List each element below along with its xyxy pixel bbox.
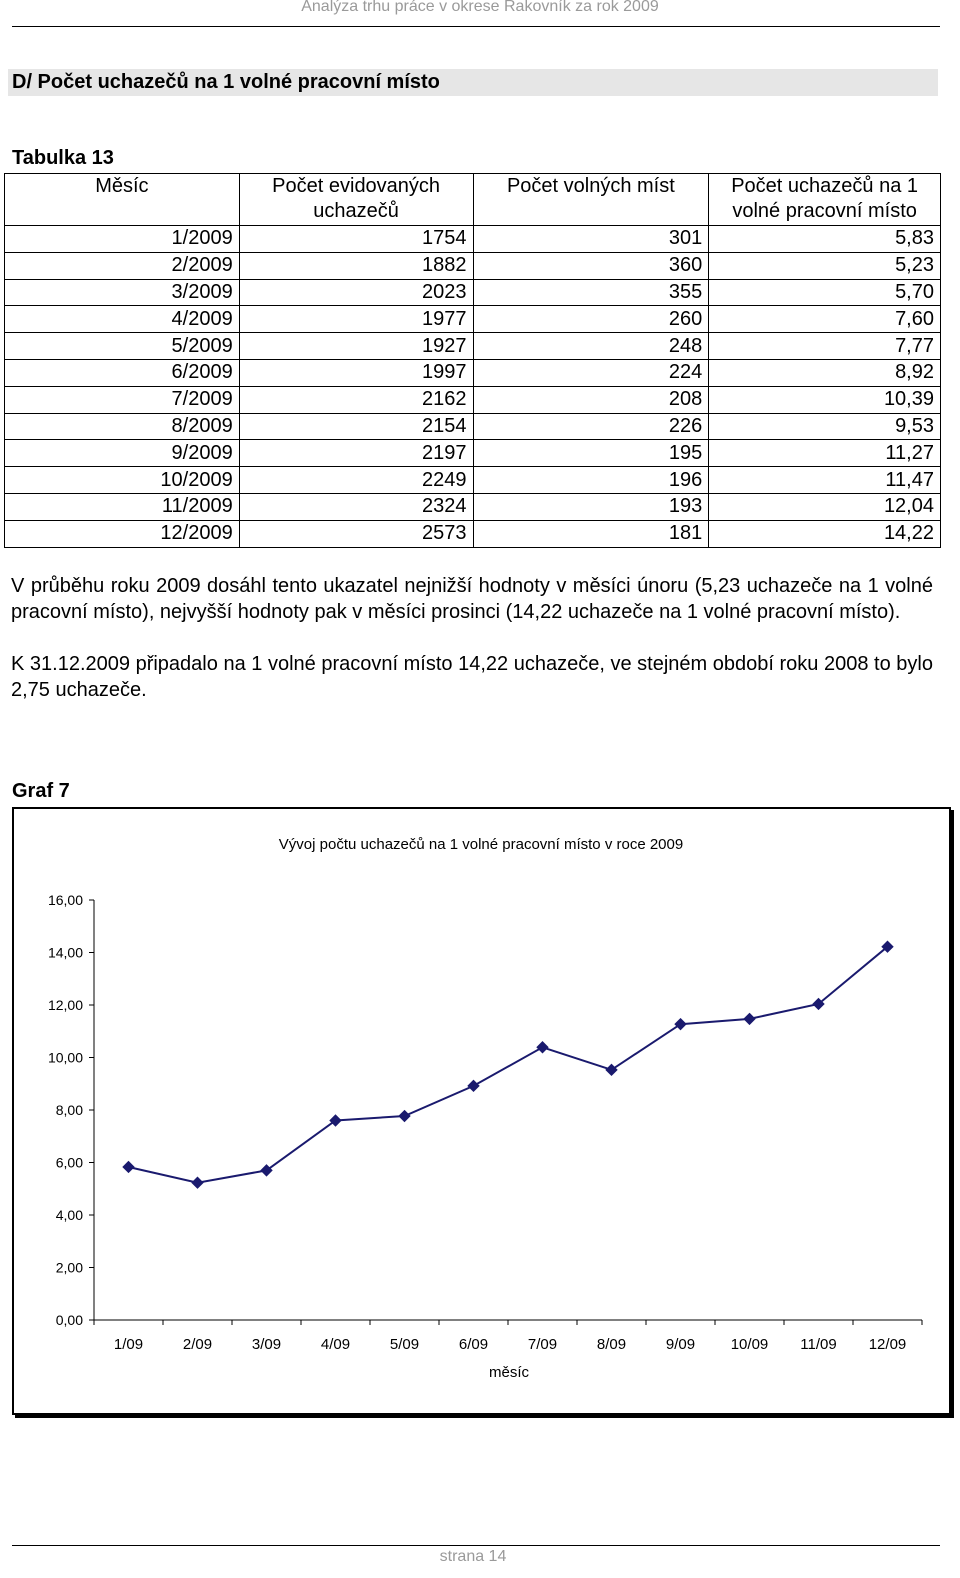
cell-ratio: 5,23 [709, 252, 941, 279]
cell-vacancies: 224 [473, 359, 709, 386]
y-tick-label: 10,00 [47, 1049, 83, 1066]
data-point-marker [123, 1161, 134, 1172]
data-point-marker [606, 1064, 617, 1075]
y-tick-label: 0,00 [55, 1312, 83, 1328]
x-tick-label: 12/09 [868, 1336, 907, 1353]
cell-month: 1/2009 [5, 226, 240, 253]
table-header-row [5, 174, 941, 226]
cell-ratio: 10,39 [709, 386, 941, 413]
x-tick-label: 2/09 [182, 1336, 213, 1353]
y-tick-label: 4,00 [55, 1207, 83, 1223]
cell-vacancies: 193 [473, 493, 709, 520]
cell-month: 8/2009 [5, 413, 240, 440]
table-row [5, 493, 941, 520]
table-row [5, 359, 941, 386]
cell-vacancies: 195 [473, 440, 709, 467]
cell-ratio: 9,53 [709, 413, 941, 440]
data-point-marker [192, 1177, 203, 1188]
x-tick-label: 8/09 [596, 1336, 627, 1353]
cell-applicants: 1997 [239, 359, 473, 386]
cell-vacancies: 181 [473, 520, 709, 547]
chart-title: Vývoj počtu uchazečů na 1 volné pracovní místo v roce 2009 [278, 836, 684, 853]
table-row [5, 520, 941, 547]
cell-ratio: 5,70 [709, 279, 941, 306]
header-divider [12, 26, 940, 27]
column-header-vacancies: Počet volných míst [473, 174, 709, 226]
cell-month: 10/2009 [5, 467, 240, 494]
cell-vacancies: 208 [473, 386, 709, 413]
column-header-month: Měsíc [5, 174, 240, 226]
series-line [129, 947, 888, 1183]
cell-applicants: 2023 [239, 279, 473, 306]
cell-vacancies: 360 [473, 252, 709, 279]
x-tick-label: 1/09 [113, 1336, 144, 1353]
x-tick-label: 5/09 [389, 1336, 420, 1353]
column-header-applicants: Počet evidovaných uchazečů [239, 174, 473, 226]
cell-ratio: 11,27 [709, 440, 941, 467]
cell-vacancies: 248 [473, 333, 709, 360]
table-row [5, 413, 941, 440]
section-title: D/ Počet uchazečů na 1 volné pracovní místo [12, 71, 440, 93]
cell-ratio: 7,77 [709, 333, 941, 360]
table-row [5, 252, 941, 279]
page-number: strana 14 [439, 1548, 507, 1565]
x-tick-label: 10/09 [730, 1336, 769, 1353]
cell-applicants: 2197 [239, 440, 473, 467]
graph-caption: Graf 7 [12, 780, 70, 802]
y-tick-label: 16,00 [47, 892, 83, 908]
y-tick-label: 6,00 [55, 1154, 83, 1171]
column-header-ratio: Počet uchazečů na 1 volné pracovní místo [709, 174, 941, 226]
cell-vacancies: 196 [473, 467, 709, 494]
running-header: Analýza trhu práce v okrese Rakovník za rok 2009 [301, 0, 659, 15]
section-heading [8, 69, 938, 96]
data-point-marker [744, 1013, 755, 1024]
cell-month: 7/2009 [5, 386, 240, 413]
cell-vacancies: 301 [473, 226, 709, 253]
cell-month: 3/2009 [5, 279, 240, 306]
x-tick-label: 4/09 [320, 1336, 351, 1353]
cell-vacancies: 226 [473, 413, 709, 440]
cell-applicants: 2324 [239, 493, 473, 520]
cell-applicants: 1754 [239, 226, 473, 253]
cell-vacancies: 355 [473, 279, 709, 306]
cell-month: 4/2009 [5, 306, 240, 333]
cell-month: 11/2009 [5, 493, 240, 520]
x-tick-label: 6/09 [458, 1336, 489, 1353]
cell-ratio: 11,47 [709, 467, 941, 494]
comparison-paragraph: K 31.12.2009 připadalo na 1 volné pracovní místo 14,22 uchazeče, ve stejném období roku 2008 to bylo 2,75 uchazeče. [11, 653, 933, 701]
cell-applicants: 2249 [239, 467, 473, 494]
table-row [5, 306, 941, 333]
cell-month: 2/2009 [5, 252, 240, 279]
cell-ratio: 7,60 [709, 306, 941, 333]
summary-paragraph: V průběhu roku 2009 dosáhl tento ukazatel nejnižší hodnoty v měsíci únoru (5,23 uchazeče na 1 volné pracovní místo), nejvyšší hodnoty pak v měsíci prosinci (14,22 uchazeče na 1 volné pracovní místo). [11, 575, 933, 623]
cell-applicants: 2162 [239, 386, 473, 413]
table-row [5, 467, 941, 494]
table-row [5, 279, 941, 306]
table-row [5, 333, 941, 360]
x-axis-label: měsíc [488, 1364, 530, 1381]
cell-month: 12/2009 [5, 520, 240, 547]
cell-ratio: 14,22 [709, 520, 941, 547]
x-tick-label: 7/09 [527, 1336, 558, 1353]
cell-applicants: 1977 [239, 306, 473, 333]
cell-month: 6/2009 [5, 359, 240, 386]
cell-vacancies: 260 [473, 306, 709, 333]
cell-ratio: 8,92 [709, 359, 941, 386]
x-tick-label: 11/09 [800, 1336, 837, 1353]
x-tick-label: 3/09 [251, 1336, 282, 1353]
cell-applicants: 1882 [239, 252, 473, 279]
cell-applicants: 2154 [239, 413, 473, 440]
table-row [5, 440, 941, 467]
cell-ratio: 12,04 [709, 493, 941, 520]
y-tick-label: 12,00 [47, 997, 83, 1013]
y-tick-label: 14,00 [47, 944, 83, 961]
cell-month: 5/2009 [5, 333, 240, 360]
data-point-marker [399, 1111, 410, 1122]
cell-ratio: 5,83 [709, 226, 941, 253]
data-point-marker [675, 1019, 686, 1030]
data-point-marker [468, 1080, 479, 1091]
y-tick-label: 2,00 [55, 1259, 83, 1276]
cell-month: 9/2009 [5, 440, 240, 467]
x-tick-label: 9/09 [665, 1336, 696, 1353]
cell-applicants: 2573 [239, 520, 473, 547]
table-row [5, 386, 941, 413]
footer-divider [12, 1545, 940, 1546]
data-point-marker [537, 1042, 548, 1053]
y-tick-label: 8,00 [55, 1102, 83, 1118]
chart-frame [12, 807, 951, 1415]
line-chart [14, 809, 949, 1413]
cell-applicants: 1927 [239, 333, 473, 360]
table-caption: Tabulka 13 [12, 147, 114, 169]
table-row [5, 226, 941, 253]
data-table [4, 173, 941, 548]
